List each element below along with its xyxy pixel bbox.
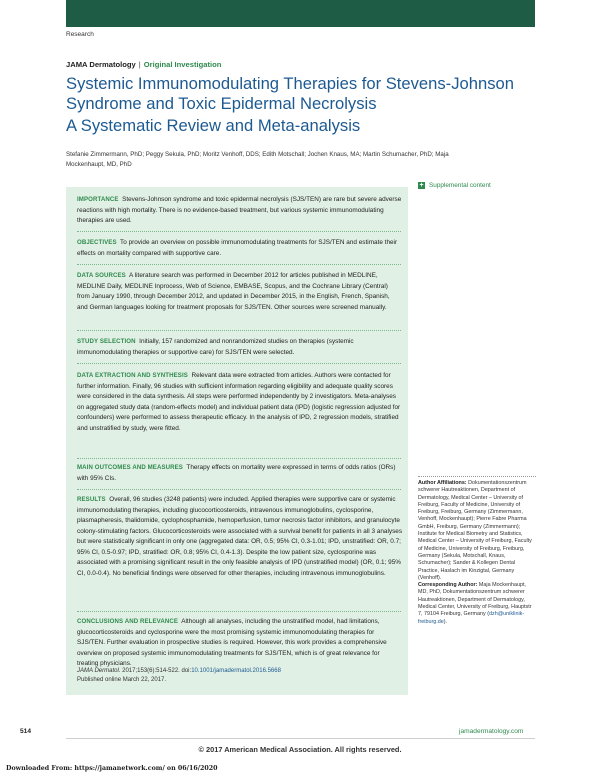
divider — [77, 611, 401, 612]
supplemental-label: Supplemental content — [429, 182, 491, 190]
abstract-heading: MAIN OUTCOMES AND MEASURES — [77, 464, 183, 471]
divider — [77, 264, 401, 265]
divider — [77, 363, 401, 364]
journal-separator: | — [138, 60, 141, 69]
divider — [418, 476, 536, 477]
divider — [77, 458, 401, 459]
divider — [77, 489, 401, 490]
affiliations-text: Dokumentationszentrum schwerer Hautreaktionen, Department of Dermatology, Medical Center – University of Freiburg, Faculty of Medicine, University of Freiburg, Freiburg, Germany (Zimmermann, Venhoff, Mockenhaupt); Pierre Fabre Pharma GmbH, Freiburg, Germany (Zimmermann); Institute for Medical Biometry and Statistics, Medical Center – University of Freiburg, Faculty of Medicine, University of Freiburg, Freiburg, Germany (Sekula, Motschall, Knaus, Schumacher); Sander & Kollegen Dental Practice, Haslach im Kinzigtal, Germany (Venhoff). — [418, 480, 532, 581]
abstract-results — [77, 495, 402, 579]
abstract-heading: OBJECTIVES — [77, 239, 117, 246]
divider — [77, 231, 401, 232]
abstract-text: Relevant data were extracted from articles. Authors were contacted for further information. Finally, 96 studies with sufficient information regarding eligibility and adequate quality scores were considered in the data synthesis. All steps were performed independently by 2 investigators. Meta-analyses on aggregated study data (random-effects model) and individual patient data (IPD) (logistic regression adjusted for confounders) were performed to assess therapeutic efficacy. In the analysis of IPD, 2 regression models, stratified and unstratified by study, were fitted. — [77, 372, 401, 432]
journal-name: JAMA Dermatology — [66, 60, 136, 69]
abstract-heading: RESULTS — [77, 496, 106, 503]
abstract-importance — [77, 195, 402, 227]
article-type: Original Investigation — [143, 60, 222, 69]
citation-ref: 2017;153(6):514-522. doi: — [122, 668, 192, 674]
citation-journal: JAMA Dermatol. — [77, 668, 121, 674]
article-subtitle: A Systematic Review and Meta-analysis — [66, 116, 361, 135]
download-notice: Downloaded From: https://jamanetwork.com/ on 06/16/2020 — [6, 765, 218, 772]
doi-link[interactable]: 10.1001/jamadermatol.2016.5668 — [191, 668, 281, 674]
section-label: Research — [66, 31, 94, 38]
abstract-text: A literature search was performed in December 2012 for articles published in MEDLINE, MEDLINE Daily, MEDLINE Inprocess, Web of Science, EMBASE, Scopus, and the Cochrane Library (Central) from January 1990, through December 2012, and updated in December 2015, in the English, French, Spanish, and German languages looking for treatment proposals for SJS/TEN. Other sources were screened manually. — [77, 272, 390, 311]
plus-icon: + — [419, 182, 424, 189]
abstract-text: Overall, 96 studies (3248 patients) were included. Applied therapies were supportive care or systemic immunomodulating therapies, including glucocorticosteroids, intravenous immunoglobulins, cyclosporine, plasmapheresis, thalidomide, cyclophosphamide, hemoperfusion, tumor necrosis factor inhibitors, and granulocyte colony-stimulating factors. Glucocorticosteroids were associated with a survival benefit for patients in all 3 analyses but were statistically significant in only one (aggregated data: OR, 0.5; 95% CI, 0.3-1.01; IPD, unstratified: OR, 0.7; 95% CI, 0.5-0.97; IPD, stratified: OR, 0.8; 95% CI, 0.4-1.3). Despite the low patient size, cyclosporine was associated with a promising significant result in the only feasible analysis of IPD (unstratified model) (OR, 0.1; 95% CI, 0.0-0.4). No beneficial findings were observed for other therapies, including intravenous immunoglobulins. — [77, 496, 403, 577]
article-title: Systemic Immunomodulating Therapies for Stevens-Johnson Syndrome and Toxic Epidermal Necrolysis — [66, 74, 514, 113]
citation — [77, 667, 402, 685]
corresponding-heading: Corresponding Author: — [418, 582, 478, 589]
abstract-objectives — [77, 238, 402, 259]
divider — [66, 738, 535, 739]
abstract-heading: DATA SOURCES — [77, 272, 126, 279]
abstract-conclusions — [77, 617, 402, 670]
journal-site-link[interactable]: jamadermatology.com — [459, 728, 524, 735]
copyright: © 2017 American Medical Association. All rights reserved. — [198, 745, 402, 754]
corresponding-end: ). — [443, 618, 448, 625]
abstract-box — [66, 187, 408, 695]
abstract-study-selection — [77, 337, 402, 358]
abstract-text: Although all analyses, including the unstratified model, had limitations, glucocorticosteroids and cyclosporine were the most promising systemic immunomodulating therapies for SJS/TEN. Further evaluation in prospective studies is required. However, this work provides a comprehensive overview on proposed systemic immunomodulating treatments for SJS/TEN, which is of great relevance for treating physicians. — [77, 618, 387, 667]
supplemental-content-link[interactable] — [418, 182, 491, 189]
abstract-heading: CONCLUSIONS AND RELEVANCE — [77, 618, 179, 625]
email-link[interactable]: dzh@uniklinik-freiburg.de — [418, 611, 525, 625]
divider — [77, 330, 401, 331]
author-list: Stefanie Zimmermann, PhD; Peggy Sekula, PhD; Moritz Venhoff, DDS; Edith Motschall; Jochen Knaus, MA; Martin Schumacher, PhD; Maja Mockenhaupt, MD, PhD — [66, 151, 449, 168]
abstract-text: To provide an overview on possible immunomodulating treatments for SJS/TEN and estimate their effects on mortality compared with supportive care. — [77, 239, 398, 257]
corresponding-text: Maja Mockenhaupt, MD, PhD, Dokumentationszentrum schwerer Hautreaktionen, Department of Dermatology, Medical Center, University of Freiburg, Hauptstr 7, 79104 Freiburg, Germany ( — [418, 582, 532, 618]
abstract-text: Therapy effects on mortality were expressed in terms of odds ratios (ORs) with 95% CIs. — [77, 464, 396, 482]
abstract-text: Stevens-Johnson syndrome and toxic epidermal necrolysis (SJS/TEN) are rare but severe adverse reactions with high mortality. There is no evidence-based treatment, but various systemic immunomodulating therapies are used. — [77, 196, 402, 224]
published-date: Published online March 22, 2017. — [77, 677, 167, 683]
abstract-heading: IMPORTANCE — [77, 196, 119, 203]
abstract-text: Initially, 157 randomized and nonrandomized studies on therapies (systemic immunomodulating therapies or supportive care) for SJS/TEN were selected. — [77, 338, 354, 356]
header-bar — [66, 0, 535, 27]
abstract-data-extraction — [77, 371, 402, 434]
page-number: 514 — [20, 728, 32, 735]
abstract-main-outcomes — [77, 463, 402, 484]
journal-line — [66, 60, 221, 69]
abstract-data-sources — [77, 271, 402, 313]
affiliations-heading: Author Affiliations: — [418, 480, 467, 486]
author-affiliations — [418, 480, 536, 626]
abstract-heading: DATA EXTRACTION AND SYNTHESIS — [77, 372, 188, 379]
abstract-heading: STUDY SELECTION — [77, 338, 136, 345]
